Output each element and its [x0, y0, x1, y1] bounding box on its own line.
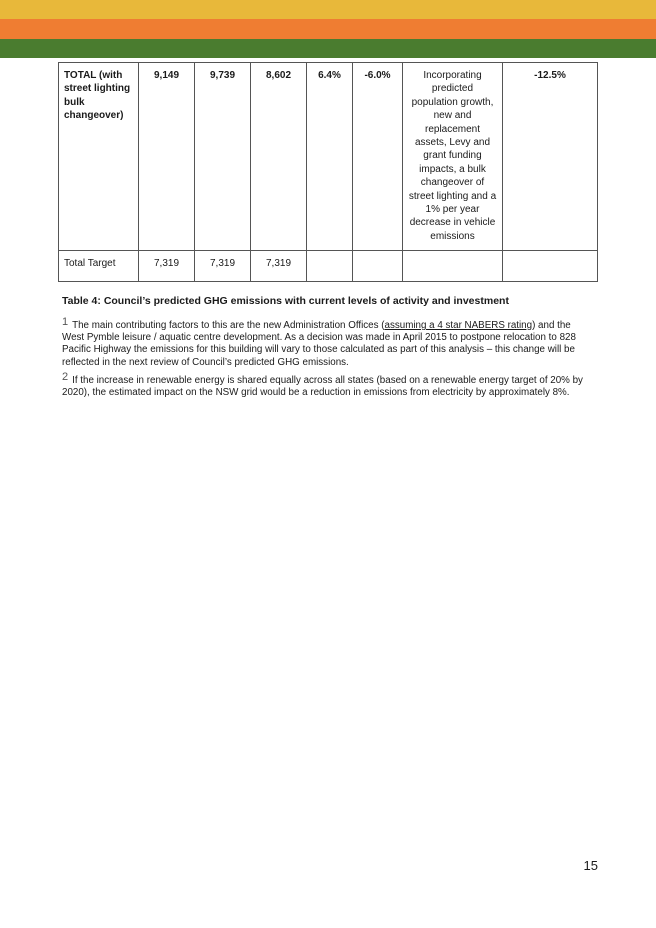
footnote-number: 2	[62, 370, 69, 383]
value-cell: 9,149	[139, 63, 195, 251]
footnote-text: If the increase in renewable energy is shared equally across all states (based on a renewable energy target of 20% by 2020), the estimated impact on the NSW grid would be a reduction in emissions from electricity by approximately 8%.	[62, 374, 583, 399]
header-band-orange	[0, 19, 656, 39]
header-band-yellow	[0, 0, 656, 19]
percent-cell: 6.4%	[307, 63, 353, 251]
footnote-1	[62, 316, 592, 369]
emissions-table	[58, 62, 598, 282]
footnote-number: 1	[62, 316, 69, 328]
footnote-2	[62, 371, 592, 399]
page-number: 15	[583, 858, 598, 873]
percent-cell	[307, 251, 353, 282]
notes-cell	[403, 251, 503, 282]
row-label: Total Target	[59, 251, 139, 282]
row-label: TOTAL (with street lighting bulk changeover)	[59, 63, 139, 251]
header-band-green	[0, 39, 656, 58]
table-caption: Table 4: Council’s predicted GHG emissions with current levels of activity and investment	[62, 295, 509, 307]
table-row-total	[59, 63, 598, 251]
footnote-text: ) and the West Pymble leisure / aquatic centre development. As a decision was made in April 2015 to postpone relocation to 828 Pacific Highway the emissions for this building will vary to those calculated as part of this analysis – this change will be reflected in the next review of Council’s predicted GHG emissions.	[62, 320, 576, 368]
value-cell: 7,319	[139, 251, 195, 282]
change-cell: -12.5%	[503, 63, 598, 251]
change-cell	[503, 251, 598, 282]
footnotes	[62, 316, 592, 401]
percent-cell	[353, 251, 403, 282]
value-cell: 7,319	[251, 251, 307, 282]
value-cell: 8,602	[251, 63, 307, 251]
percent-cell: -6.0%	[353, 63, 403, 251]
footnote-text: The main contributing factors to this are the new Administration Offices (	[72, 320, 385, 331]
footnote-underlined-text: assuming a 4 star NABERS rating	[384, 320, 533, 331]
value-cell: 9,739	[195, 63, 251, 251]
table-row-target	[59, 251, 598, 282]
notes-cell: Incorporating predicted population growth, new and replacement assets, Levy and grant funding impacts, a bulk changeover of street lighting and a 1% per year decrease in vehicle emissions	[403, 63, 503, 251]
value-cell: 7,319	[195, 251, 251, 282]
